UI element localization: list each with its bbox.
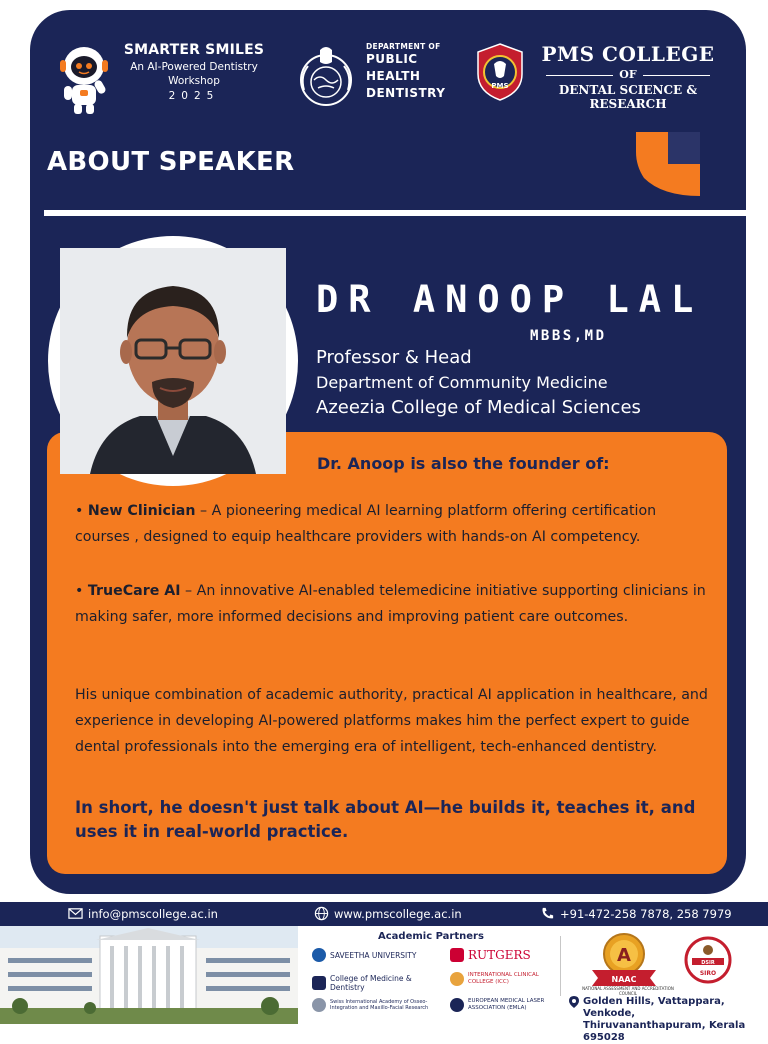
- speaker-portrait-icon: [60, 248, 286, 474]
- item1-name: New Clinician: [87, 503, 196, 519]
- event-year: 2025: [168, 90, 220, 102]
- event-title: SMARTER SMILES: [123, 42, 265, 58]
- college-name-block: [534, 42, 722, 111]
- rutgers-shield-icon: [450, 948, 464, 962]
- speaker-photo: [60, 248, 286, 474]
- osir-label: DSIR: [701, 960, 715, 966]
- department-line-1: PUBLIC: [366, 52, 418, 66]
- partner-rutgers: [450, 948, 556, 962]
- department-name: [366, 42, 445, 102]
- partner-emla: [450, 998, 556, 1012]
- partner-saveetha: [312, 948, 422, 962]
- department-prefix: DEPARTMENT OF: [366, 42, 441, 51]
- emla-logo-icon: [450, 998, 464, 1012]
- medicine-shield-icon: [312, 976, 326, 990]
- college-of: [534, 68, 722, 81]
- address-line-1: Golden Hills, Vattappara, Venkode,: [583, 996, 725, 1019]
- robot-mascot-icon: [58, 40, 110, 116]
- college-subname: DENTAL SCIENCE & RESEARCH: [558, 83, 698, 111]
- bio-panel: [47, 432, 727, 874]
- item1-text: – A pioneering medical AI learning platform offering certification courses , designed to equip healthcare providers with hands-on AI competency.: [75, 503, 657, 545]
- contact-bar: [0, 902, 768, 926]
- event-subtitle: An AI-Powered Dentistry Workshop: [130, 61, 258, 87]
- bio-paragraph: His unique combination of academic authority, practical AI application in healthcare, and experience in developing AI-powered platforms makes him the perfect expert to guide dental professionals into the emerging era of intelligent, tech-enhanced dentistry.: [75, 687, 708, 755]
- campus-building-image: [0, 926, 298, 1024]
- location-pin-icon: [569, 996, 579, 1008]
- saveetha-logo-icon: [312, 948, 326, 962]
- speaker-role: Professor & Head: [316, 347, 472, 368]
- email-text: info@pmscollege.ac.in: [88, 906, 218, 921]
- event-info: [116, 42, 272, 102]
- globe-icon: [314, 906, 329, 921]
- college-of-text: OF: [613, 68, 642, 81]
- partner-icc: [450, 972, 556, 986]
- partners-title: Academic Partners: [378, 931, 484, 942]
- partners-separator: [560, 936, 561, 996]
- bio-item-new-clinician: • New Clinician – A pioneering medical AI learning platform offering certification courses , designed to equip healthcare providers with hands-on AI competency.: [75, 503, 657, 545]
- rutgers-text: RUTGERS: [468, 947, 531, 962]
- address-lines: [583, 996, 768, 1044]
- email-contact[interactable]: [68, 906, 218, 921]
- college-name: PMS COLLEGE: [541, 42, 715, 66]
- department-line-3: DENTISTRY: [366, 86, 446, 100]
- speaker-department: Department of Community Medicine: [316, 373, 608, 392]
- siro-label: SIRO: [699, 970, 717, 977]
- speaker-degrees: MBBS,MD: [530, 328, 607, 344]
- naac-caption: NATIONAL ASSESSMENT AND ACCREDITATION COUNCIL: [582, 986, 674, 996]
- bio-item-truecare: • TrueCare AI – An innovative AI-enabled telemedicine initiative supporting clinicians in making safer, more informed decisions and improving patient care outcomes.: [75, 583, 706, 625]
- speaker-name: DR ANOOP LAL: [316, 278, 704, 321]
- phone-icon: [540, 906, 555, 921]
- naac-label: NAAC: [611, 975, 637, 984]
- department-logo-icon: [298, 46, 354, 108]
- siro-badge-icon: [684, 936, 732, 984]
- icc-logo-icon: [450, 972, 464, 986]
- swiss-text: Swiss International Academy of Osseo-Integration and Maxillo-Facial Research: [330, 999, 429, 1011]
- medicine-text: College of Medicine & Dentistry: [330, 974, 412, 992]
- mail-icon: [68, 906, 83, 921]
- naac-grade: A: [617, 945, 631, 966]
- website-contact[interactable]: [314, 906, 462, 921]
- footer: [0, 926, 768, 1043]
- icc-text: INTERNATIONAL CLINICAL COLLEGE (ICC): [468, 972, 539, 985]
- speaker-photo-frame: [48, 236, 298, 486]
- website-text: www.pmscollege.ac.in: [334, 906, 462, 921]
- bio-closing: In short, he doesn't just talk about AI—he builds it, teaches it, and uses it in real-world practice.: [75, 798, 696, 841]
- address-line-2: Thiruvananthapuram, Kerala 695028: [583, 1020, 746, 1043]
- item2-name: TrueCare AI: [87, 583, 181, 599]
- emla-text: EUROPEAN MEDICAL LASER ASSOCIATION (EMLA): [468, 998, 545, 1011]
- section-title: ABOUT SPEAKER: [47, 147, 295, 177]
- phone-text: +91-472-258 7878, 258 7979: [560, 906, 732, 921]
- naac-badge-icon: [588, 932, 660, 988]
- college-seal-text: PMS: [491, 82, 509, 90]
- address: [569, 996, 768, 1044]
- founder-heading: Dr. Anoop is also the founder of:: [317, 454, 610, 473]
- swiss-logo-icon: [312, 998, 326, 1012]
- partner-medicine: [312, 974, 422, 992]
- speaker-card: [30, 10, 746, 894]
- speaker-institution: Azeezia College of Medical Sciences: [316, 397, 641, 418]
- item2-text: – An innovative AI-enabled telemedicine initiative supporting clinicians in making safer, more informed decisions and improving patient care outcomes.: [75, 583, 706, 625]
- saveetha-text: SAVEETHA UNIVERSITY: [330, 950, 417, 960]
- college-seal-icon: [472, 40, 528, 102]
- decorative-quarter-shape: [636, 132, 700, 196]
- department-line-2: HEALTH: [366, 69, 421, 83]
- partner-swiss: [312, 998, 446, 1012]
- phone-contact[interactable]: [540, 906, 732, 921]
- divider: [44, 210, 746, 216]
- header: [30, 10, 746, 120]
